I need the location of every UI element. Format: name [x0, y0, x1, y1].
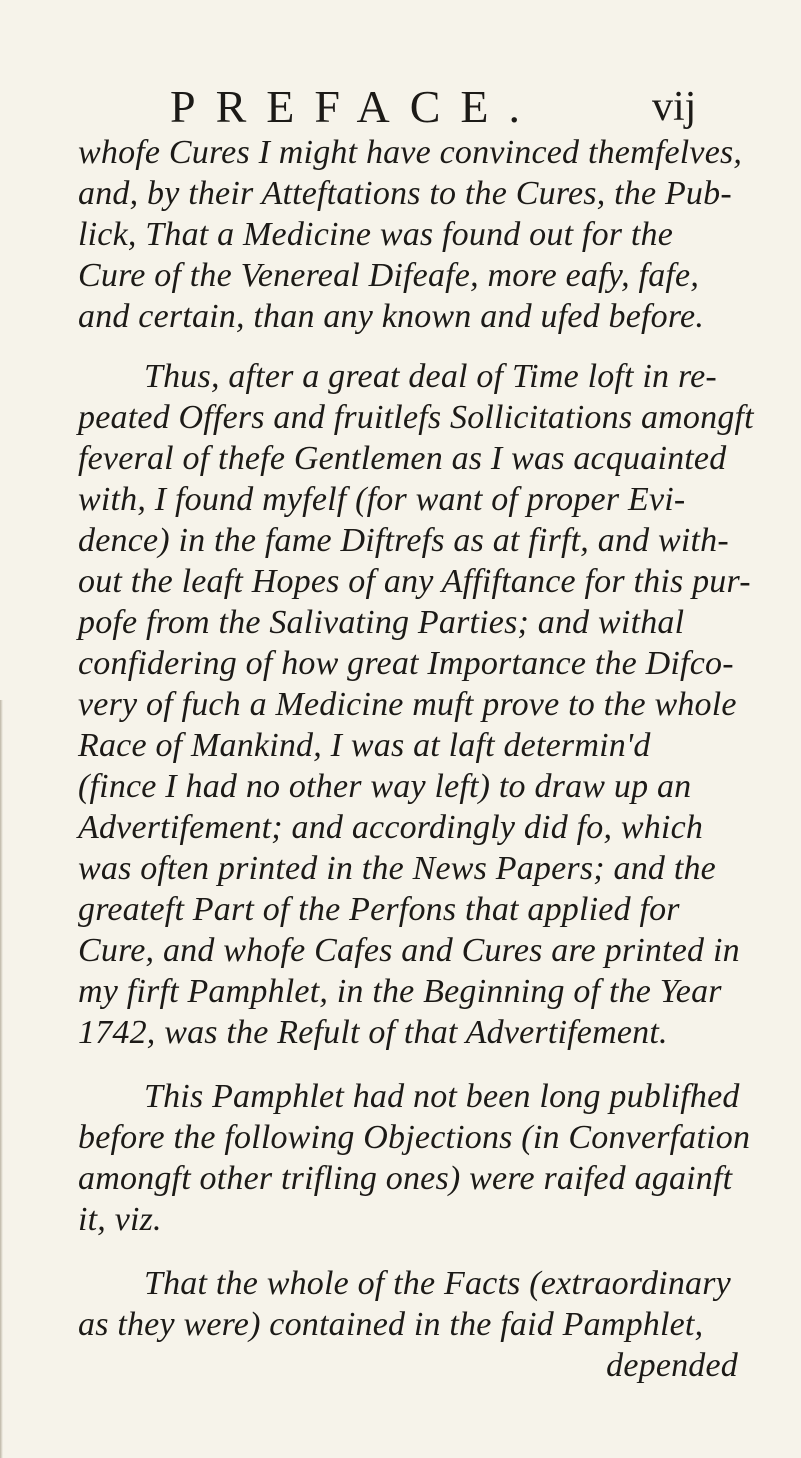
- text-line: lick, That a Medicine was found out for the: [78, 216, 674, 253]
- text-line: whofe Cures I might have convinced themfelves,: [78, 134, 743, 171]
- text-line: confidering of how great Importance the Difco-: [78, 645, 734, 682]
- text-line: and, by their Atteftations to the Cures, the Pub-: [78, 175, 732, 212]
- catchword: depended: [606, 1347, 738, 1384]
- running-header: [0, 82, 801, 132]
- text-line: with, I found myfelf (for want of proper Evi-: [78, 481, 686, 518]
- text-line: (fince I had no other way left) to draw up an: [78, 768, 692, 805]
- text-line: That the whole of the Facts (extraordinary: [144, 1265, 731, 1302]
- text-line: pofe from the Salivating Parties; and withal: [78, 604, 685, 641]
- text-line: Thus, after a great deal of Time loft in re-: [144, 358, 717, 395]
- text-line: peated Offers and fruitlefs Sollicitations amongft: [78, 399, 754, 436]
- text-line: Race of Mankind, I was at laft determin'd: [78, 727, 651, 764]
- text-line: dence) in the fame Diftrefs as at firft, and with-: [78, 522, 729, 559]
- text-line: Cure of the Venereal Difeafe, more eafy, fafe,: [78, 257, 700, 294]
- text-line: 1742, was the Refult of that Advertifement.: [78, 1014, 668, 1051]
- text-line: This Pamphlet had not been long publifhed: [144, 1078, 740, 1115]
- text-line: Advertifement; and accordingly did fo, which: [78, 809, 704, 846]
- text-line: was often printed in the News Papers; and the: [78, 850, 716, 887]
- text-line: out the leaft Hopes of any Affiftance for this pur-: [78, 563, 751, 600]
- page-gutter-shadow: [0, 700, 3, 1458]
- text-line: as they were) contained in the faid Pamphlet,: [78, 1306, 704, 1343]
- text-line: amongft other trifling ones) were raifed againft: [78, 1160, 733, 1197]
- text-line: it, viz.: [78, 1201, 162, 1238]
- running-title: PREFACE.: [170, 81, 541, 132]
- text-line: feveral of thefe Gentlemen as I was acquainted: [78, 440, 727, 477]
- text-line: very of fuch a Medicine muft prove to the whole: [78, 686, 737, 723]
- text-line: before the following Objections (in Converfation: [78, 1119, 751, 1156]
- text-line: and certain, than any known and ufed before.: [78, 298, 705, 335]
- text-line: my firft Pamphlet, in the Beginning of the Year: [78, 973, 722, 1010]
- text-line: greateft Part of the Perfons that applied for: [78, 891, 680, 928]
- page-number: vij: [652, 84, 697, 130]
- text-line: Cure, and whofe Cafes and Cures are printed in: [78, 932, 740, 969]
